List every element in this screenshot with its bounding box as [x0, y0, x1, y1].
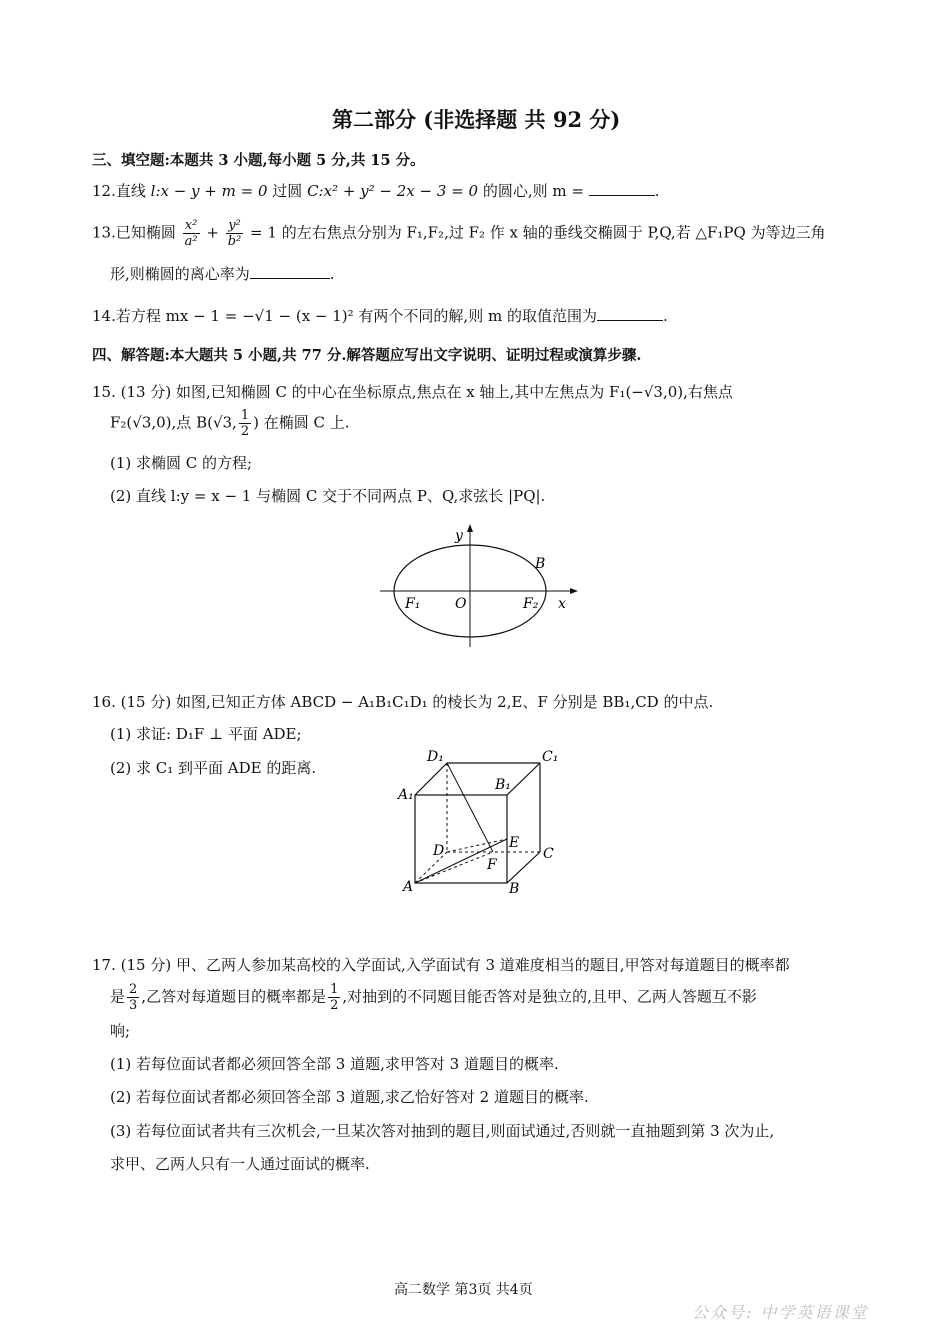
q14-text: 若方程 mx − 1 = −√1 − (x − 1)² 有两个不同的解,则 m 的取值范围为 [115, 307, 597, 325]
fill-in-header: 三、填空题:本题共 3 小题,每小题 5 分,共 15 分。 [92, 152, 425, 169]
label-E: E [509, 835, 520, 851]
q17-line3: 响; [110, 1022, 131, 1040]
focus-F1-label: F₁ [405, 596, 421, 612]
q15-line2 [110, 408, 350, 439]
question-14 [92, 305, 668, 326]
segment-DE [447, 839, 507, 852]
q15-line2-pre: F₂(√3,0),点 B(√3, [110, 413, 237, 432]
cube-figure [395, 745, 565, 900]
edge-B1C1 [507, 763, 540, 795]
q15-frac-den: 2 [240, 424, 250, 439]
q12-line-eq: l:x − y + m = 0 [150, 182, 268, 200]
q13-line2-text: 形,则椭圆的离心率为 [110, 265, 250, 283]
q17-frac2-den: 2 [330, 998, 339, 1013]
label-A1: A₁ [398, 787, 414, 803]
segment-AF [415, 852, 493, 883]
q16-line1: 16. (15 分) 如图,已知正方体 ABCD − A₁B₁C₁D₁ 的棱长为 2,E、F 分别是 BB₁,CD 的中点. [92, 693, 714, 711]
q13-fraction-x [183, 218, 200, 249]
q15-sub2: (2) 直线 l:y = x − 1 与椭圆 C 交于不同两点 P、Q,求弦长 |PQ|. [110, 487, 546, 505]
segment-D1F [447, 763, 493, 852]
label-A: A [403, 879, 414, 895]
q14-number: 14. [92, 307, 116, 325]
q13-frac2-den: b² [227, 234, 242, 249]
ellipse-figure [375, 522, 580, 652]
q15-line2-post: ) 在椭圆 C 上. [253, 413, 350, 432]
label-D: D [433, 843, 445, 859]
x-axis-arrow [570, 588, 578, 594]
q13-eq-tail: = 1 [245, 223, 277, 242]
q17-sub2: (2) 若每位面试者都必须回答全部 3 道题,求乙恰好答对 2 道题目的概率. [110, 1088, 589, 1106]
q17-fraction-2-3 [127, 982, 139, 1013]
q16-sub1: (1) 求证: D₁F ⊥ 平面 ADE; [110, 725, 302, 743]
q12-mid: 过圆 [267, 182, 308, 200]
label-D1: D₁ [427, 749, 444, 765]
q13-frac2-num: y² [226, 218, 244, 234]
q13-answer-blank[interactable] [250, 264, 330, 279]
q17-frac1-den: 3 [129, 998, 138, 1013]
point-B-label: B [535, 556, 546, 572]
focus-F2-label: F₂ [523, 596, 539, 612]
q17-line2 [110, 982, 757, 1013]
q12-answer-blank[interactable] [589, 181, 655, 196]
q13-post: 的左右焦点分别为 F₁,F₂,过 F₂ 作 x 轴的垂线交椭圆于 P,Q,若 △F₁PQ 为等边三角 [276, 223, 826, 242]
q17-frac2-num: 1 [330, 982, 339, 997]
x-label: x [558, 596, 566, 612]
q14-answer-blank[interactable] [597, 306, 663, 321]
question-13: 13.已知椭圆 $\frac{\text{x²}}{\text{a²}}$ + $\frac{\text{y²}}{\text{b²}}$ = 1 的左右焦点分别为 F₁,F₂,过 F₂ 作 x 轴的垂线交椭圆于 P,Q,若 △F₁PQ 为等边三角 [92, 218, 826, 249]
q14-end: . [662, 307, 668, 325]
q13-fraction-y [226, 218, 244, 249]
label-C: C [543, 846, 554, 862]
page-footer: 高二数学 第3页 共4页 [394, 1282, 533, 1298]
label-B: B [509, 881, 520, 897]
label-C1: C₁ [542, 749, 559, 765]
edge-A1D1 [415, 763, 447, 795]
q13-pre: 已知椭圆 [115, 223, 181, 242]
label-F: F [487, 857, 497, 873]
q12-end: . [654, 182, 660, 200]
q17-sub3: (3) 若每位面试者共有三次机会,一旦某次答对抽到的题目,则面试通过,否则就一直抽题到第 3 次为止, [110, 1122, 775, 1140]
label-B1: B₁ [495, 777, 511, 793]
q17-fraction-1-2 [328, 982, 340, 1013]
q12-number: 12. [92, 182, 116, 200]
y-axis-arrow [467, 524, 473, 532]
q17-sub3-cont: 求甲、乙两人只有一人通过面试的概率. [110, 1155, 370, 1173]
answer-section-header: 四、解答题:本大题共 5 小题,共 77 分.解答题应写出文字说明、证明过程或演算步骤. [92, 347, 642, 364]
y-label: y [455, 528, 463, 544]
q12-circle-eq: C:x² + y² − 2x − 3 = 0 [307, 182, 479, 200]
q13-frac1-den: a² [184, 234, 198, 249]
q12-pre: 直线 [115, 182, 151, 200]
question-12 [92, 180, 659, 201]
q17-frac1-num: 2 [129, 982, 138, 997]
q17-line2-pre: 是 [110, 987, 126, 1006]
q17-line2-mid: ,乙答对每道题目的概率都是 [141, 987, 327, 1006]
question-13-line2 [110, 263, 335, 284]
origin-label: O [455, 596, 467, 612]
q17-line1: 17. (15 分) 甲、乙两人参加某高校的入学面试,入学面试有 3 道难度相当的题目,甲答对每道题目的概率都 [92, 956, 790, 974]
q15-line1: 15. (13 分) 如图,已知椭圆 C 的中心在坐标原点,焦点在 x 轴上,其中左焦点为 F₁(−√3,0),右焦点 [92, 383, 733, 401]
q15-sub1: (1) 求椭圆 C 的方程; [110, 454, 253, 472]
q15-fraction [239, 408, 251, 439]
q13-frac1-num: x² [183, 218, 200, 234]
q13-end: . [329, 265, 335, 283]
edge-BC [507, 852, 540, 883]
section-title: 第二部分 (非选择题 共 92 分) [332, 107, 621, 132]
q12-post: 的圆心,则 m = [478, 182, 589, 200]
watermark: 公众号: 中学英语课堂 [692, 1303, 869, 1322]
q15-frac-num: 1 [240, 408, 250, 423]
q16-sub2: (2) 求 C₁ 到平面 ADE 的距离. [110, 759, 317, 777]
q17-line2-post: ,对抽到的不同题目能否答对是独立的,且甲、乙两人答题互不影 [342, 987, 757, 1006]
q17-sub1: (1) 若每位面试者都必须回答全部 3 道题,求甲答对 3 道题目的概率. [110, 1055, 559, 1073]
q13-number: 13. [92, 223, 116, 242]
